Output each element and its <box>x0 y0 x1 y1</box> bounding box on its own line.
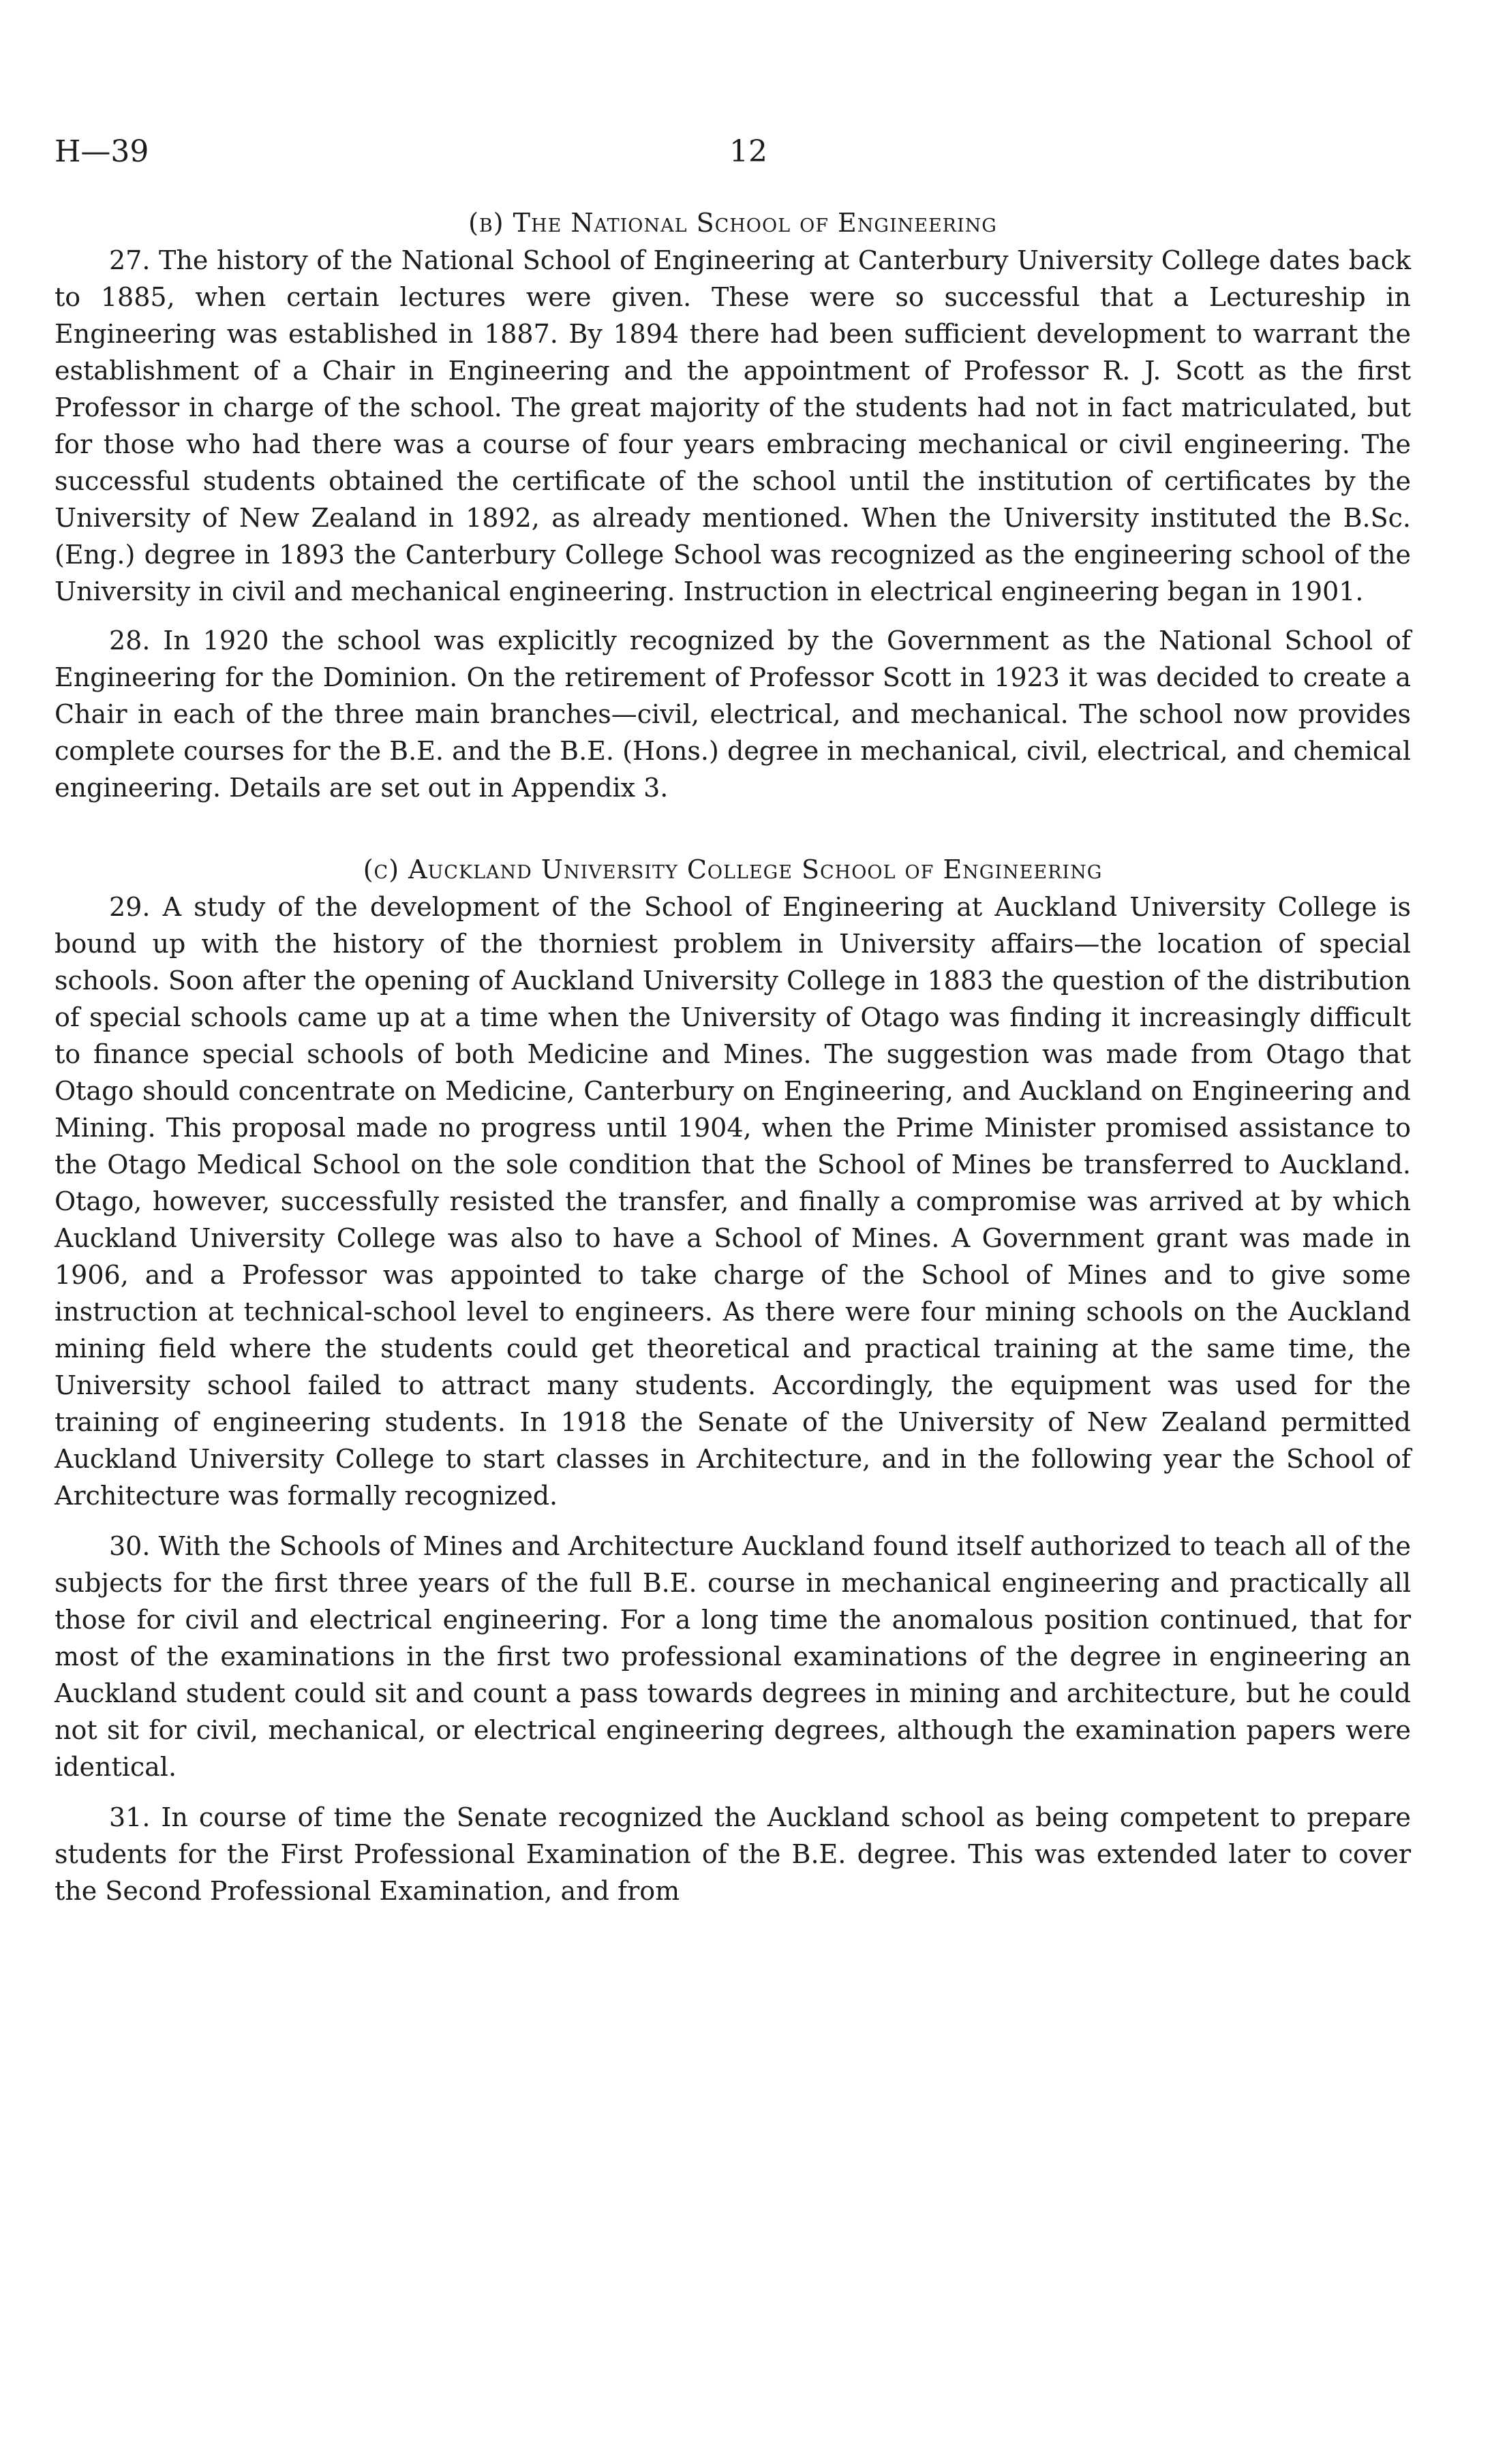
document-reference: H—39 <box>55 134 149 169</box>
page-header <box>55 128 1411 176</box>
page-number: 12 <box>729 134 767 169</box>
section-heading-national-school: (b) The National School of Engineering <box>468 208 997 238</box>
section-heading-auckland-school: (c) Auckland University College School of Engineering <box>363 854 1103 884</box>
paragraph-29: 29. A study of the development of the School of Engineering at Auckland University College is bound up with the history of the thorniest problem in University affairs—the location of special schools. Soon after the opening of Auckland University College in 1883 the question of the distribution of special schools came up at a time when the University of Otago was finding it increasingly difficult to finance special schools of both Medicine and Mines. The suggestion was made from Otago that Otago should concentrate on Medicine, Canterbury on Engineering, and Auckland on Engineering and Mining. This proposal made no progress until 1904, when the Prime Minister promised assistance to the Otago Medical School on the sole condition that the School of Mines be transferred to Auckland. Otago, however, successfully resisted the transfer, and finally a compromise was arrived at by which Auckland University College was also to have a School of Mines. A Government grant was made in 1906, and a Professor was appointed to take charge of the School of Mines and to give some instruction at technical-school level to engineers. As there were four mining schools on the Auckland mining field where the students could get theoretical and practical training at the same time, the University school failed to attract many students. Accordingly, the equipment was used for the training of engineering students. In 1918 the Senate of the University of New Zealand permitted Auckland University College to start classes in Architecture, and in the following year the School of Architecture was formally recognized. <box>55 892 1411 1511</box>
paragraph-27: 27. The history of the National School of Engineering at Canterbury University College dates back to 1885, when certain lectures were given. These were so successful that a Lectureship in Engineering was established in 1887. By 1894 there had been sufficient development to warrant the establishment of a Chair in Engineering and the appointment of Professor R. J. Scott as the first Professor in charge of the school. The great majority of the students had not in fact matriculated, but for those who had there was a course of four years embracing mechanical or civil engineering. The successful students obtained the certificate of the school until the institution of certificates by the University of New Zealand in 1892, as already mentioned. When the University instituted the B.Sc. (Eng.) degree in 1893 the Canterbury College School was recognized as the engineering school of the University in civil and mechanical engineering. Instruction in electrical engineering began in 1901. <box>55 245 1411 606</box>
page-body <box>55 204 1411 1909</box>
paragraph-28: 28. In 1920 the school was explicitly recognized by the Government as the National School of Engineering for the Dominion. On the retirement of Professor Scott in 1923 it was decided to create a Chair in each of the three main branches—civil, electrical, and mechanical. The school now provides complete courses for the B.E. and the B.E. (Hons.) degree in mechanical, civil, electrical, and chemical engineering. Details are set out in Appendix 3. <box>55 626 1411 803</box>
paragraph-31: 31. In course of time the Senate recognized the Auckland school as being competent to prepare students for the First Professional Examination of the B.E. degree. This was extended later to cover the Second Professional Examination, and from <box>55 1802 1411 1906</box>
document-page <box>55 0 1411 2464</box>
paragraph-30: 30. With the Schools of Mines and Architecture Auckland found itself authorized to teach all of the subjects for the first three years of the full B.E. course in mechanical engineering and practically all those for civil and electrical engineering. For a long time the anomalous position continued, that for most of the examinations in the first two professional examinations of the degree in engineering an Auckland student could sit and count a pass towards degrees in mining and architecture, but he could not sit for civil, mechanical, or electrical engineering degrees, although the examination papers were identical. <box>55 1531 1411 1782</box>
